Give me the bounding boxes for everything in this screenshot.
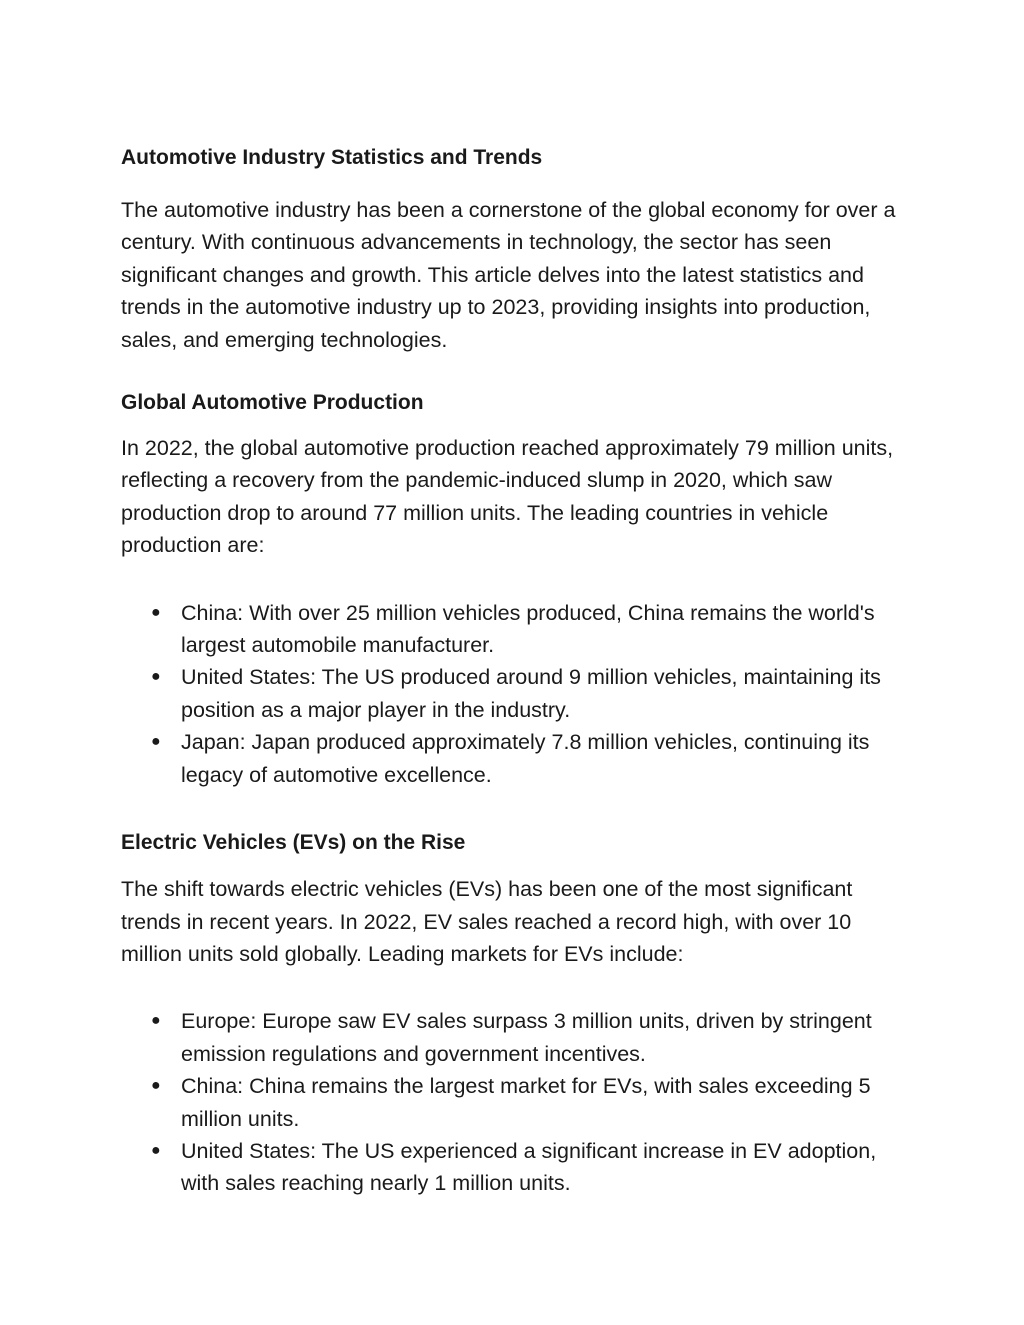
production-paragraph: In 2022, the global automotive production reached approximately 79 million units, reflecting a recovery from the pandemic-induced slump in 2020, which saw production drop to around 77 million units. The leading countries in vehicle production are: — [121, 436, 894, 558]
list-item-text: Japan: Japan produced approximately 7.8 million vehicles, continuing its legacy of automotive excellence. — [181, 730, 870, 787]
list-item-text: China: China remains the largest market for EVs, with sales exceeding 5 million units. — [181, 1074, 871, 1131]
document-page — [121, 143, 911, 1200]
document-title: Automotive Industry Statistics and Trends — [121, 146, 543, 169]
bullet-icon: ● — [151, 733, 161, 751]
intro-paragraph: The automotive industry has been a cornerstone of the global economy for over a century. With continuous advancements in technology, the sector has seen significant changes and growth. This article delves into the latest statistics and trends in the automotive industry up to 2023, providing insights into production, sales, and emerging technologies. — [121, 198, 896, 352]
list-item-text: United States: The US produced around 9 million vehicles, maintaining its position as a major player in the industry. — [181, 665, 881, 722]
bullet-icon: ● — [151, 1077, 161, 1095]
bullet-icon: ● — [151, 1141, 161, 1159]
bullet-icon: ● — [151, 603, 161, 621]
list-item — [121, 1005, 911, 1070]
ev-paragraph: The shift towards electric vehicles (EVs) has been one of the most significant trends in recent years. In 2022, EV sales reached a record high, with over 10 million units sold globally. Leading markets for EVs include: — [121, 877, 853, 966]
production-list — [121, 597, 911, 791]
list-item-text: Europe: Europe saw EV sales surpass 3 million units, driven by stringent emission regulations and government incentives. — [181, 1009, 872, 1066]
list-item — [121, 1135, 911, 1200]
section-heading-ev: Electric Vehicles (EVs) on the Rise — [121, 831, 466, 855]
list-item — [121, 726, 911, 791]
list-item — [121, 1070, 911, 1135]
bullet-icon: ● — [151, 668, 161, 686]
list-item-text: United States: The US experienced a significant increase in EV adoption, with sales reaching nearly 1 million units. — [181, 1138, 877, 1196]
list-item-text: China: With over 25 million vehicles produced, China remains the world's largest automobile manufacturer. — [181, 600, 875, 658]
section-heading-production: Global Automotive Production — [121, 391, 424, 415]
list-item — [121, 661, 911, 726]
list-item — [121, 597, 911, 662]
bullet-icon: ● — [151, 1012, 161, 1030]
ev-list — [121, 1005, 911, 1199]
